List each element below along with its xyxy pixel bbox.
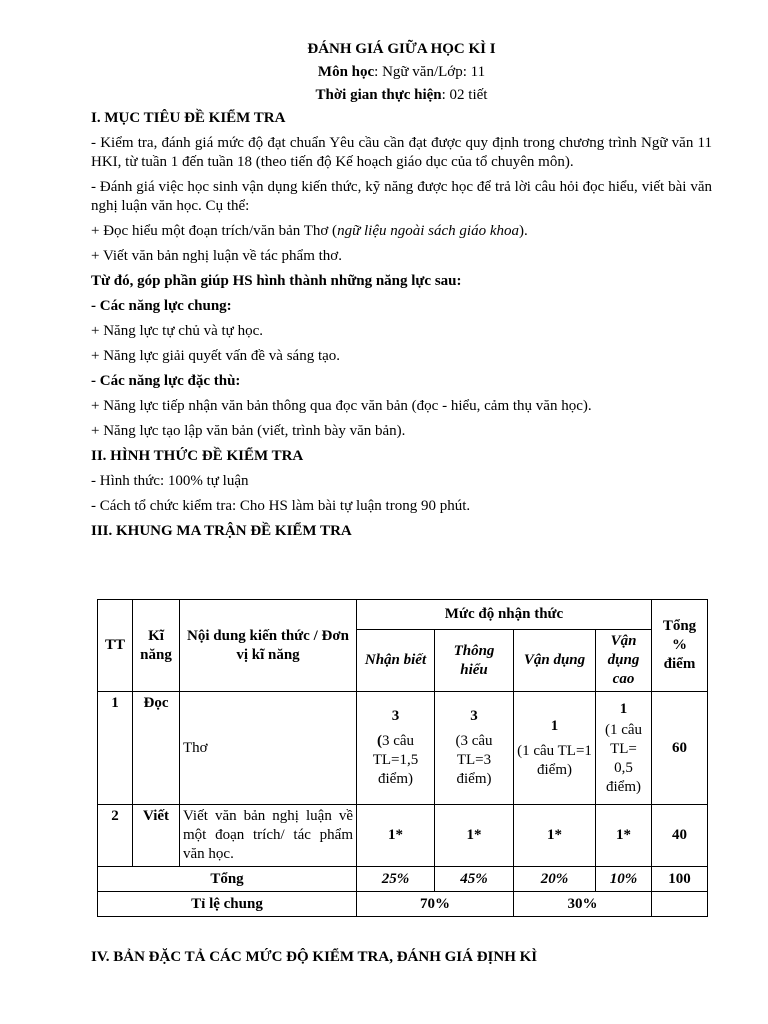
- row1-recognition-count: 3: [391, 708, 400, 724]
- total-high-application: 10%: [596, 867, 652, 892]
- reading-item-italic: ngữ liệu ngoài sách giáo khoa: [337, 223, 519, 239]
- row1-application-detail: (1 câu TL=1 điểm): [517, 742, 592, 778]
- table-row: [98, 805, 708, 867]
- ratio-lower-levels: 70%: [357, 892, 514, 917]
- section1-heading: I. MỤC TIÊU ĐỀ KIỂM TRA: [91, 110, 286, 126]
- specific-competency-heading: - Các năng lực đặc thù:: [91, 373, 241, 389]
- row2-skill: Viết: [133, 805, 180, 867]
- subject-label: Môn học: [317, 64, 375, 80]
- row1-high-application: [596, 692, 652, 805]
- total-understanding: 45%: [435, 867, 514, 892]
- row1-recognition-paren: (: [376, 733, 382, 749]
- header-tt: TT: [98, 600, 133, 692]
- header-content: Nội dung kiến thức / Đơn vị kĩ năng: [180, 600, 357, 692]
- row1-recognition-detail: [360, 732, 431, 789]
- general-competency-heading: - Các năng lực chung:: [91, 298, 232, 314]
- row1-total: 60: [652, 692, 708, 805]
- general-competency-item: + Năng lực giải quyết vấn đề và sáng tạo.: [91, 348, 341, 364]
- writing-item: + Viết văn bản nghị luận về tác phẩm thơ.: [91, 248, 342, 264]
- header-total: Tổng % điểm: [652, 600, 708, 692]
- row2-recognition: 1*: [357, 805, 435, 867]
- level-understanding: Thông hiểu: [435, 630, 514, 692]
- specific-competency-item: + Năng lực tiếp nhận văn bản thông qua đọc văn bản (đọc - hiểu, cảm thụ văn học).: [91, 398, 592, 414]
- row1-understanding-detail: (3 câu TL=3 điểm): [455, 733, 493, 787]
- test-matrix-table: [97, 599, 708, 917]
- reading-item-end: ).: [518, 223, 528, 239]
- row2-tt: 2: [98, 805, 133, 867]
- section1-paragraph-2: - Đánh giá việc học sinh vận dụng kiến thức, kỹ năng được học để trả lời câu hỏi đọc hiểu, viết bài văn nghị luận văn học. Cụ thể:: [91, 179, 712, 214]
- section4-heading: IV. BẢN ĐẶC TẢ CÁC MỨC ĐỘ KIỂM TRA, ĐÁNH GIÁ ĐỊNH KÌ: [91, 949, 538, 965]
- header-level: Mức độ nhận thức: [357, 600, 652, 630]
- organization-item: - Cách tổ chức kiểm tra: Cho HS làm bài tự luận trong 90 phút.: [91, 498, 471, 514]
- row1-tt: 1: [98, 692, 133, 805]
- row1-high-application-count: 1: [619, 700, 628, 717]
- form-item: - Hình thức: 100% tự luận: [91, 473, 249, 489]
- time-line: [91, 86, 712, 105]
- total-label: Tổng: [98, 867, 357, 892]
- reading-item-text: + Đọc hiểu một đoạn trích/văn bản Thơ (: [91, 223, 338, 239]
- row1-recognition: [357, 692, 435, 805]
- section3-heading: III. KHUNG MA TRẬN ĐỀ KIỂM TRA: [91, 523, 352, 539]
- row2-content: Viết văn bản nghị luận về một đoạn trích/ tác phẩm văn học.: [180, 805, 357, 867]
- row1-understanding: [435, 692, 514, 805]
- header-skill: Kĩ năng: [133, 600, 180, 692]
- time-label: Thời gian thực hiện: [315, 87, 442, 103]
- reading-item: [91, 222, 712, 241]
- total-recognition: 25%: [357, 867, 435, 892]
- total-application: 20%: [514, 867, 596, 892]
- row1-understanding-count: 3: [470, 708, 478, 724]
- ratio-label: Tỉ lệ chung: [98, 892, 357, 917]
- ratio-higher-levels: 30%: [514, 892, 652, 917]
- row1-application-count: 1: [550, 717, 559, 734]
- ratio-empty-cell: [652, 892, 708, 917]
- section2-heading: II. HÌNH THỨC ĐỀ KIỂM TRA: [91, 448, 304, 464]
- row2-total: 40: [652, 805, 708, 867]
- row2-application: 1*: [514, 805, 596, 867]
- level-recognition: Nhận biết: [357, 630, 435, 692]
- row1-high-application-detail: (1 câu TL= 0,5 điểm): [604, 721, 643, 795]
- document-title: ĐÁNH GIÁ GIỮA HỌC KÌ I: [307, 41, 496, 57]
- subject-value: : Ngữ văn/Lớp: 11: [374, 64, 486, 80]
- row1-skill: Đọc: [133, 692, 180, 805]
- row1-recognition-text: 3 câu TL=1,5 điểm): [372, 733, 419, 787]
- competency-intro: Từ đó, góp phần giúp HS hình thành những năng lực sau:: [91, 273, 462, 289]
- table-header-row: [98, 600, 708, 630]
- time-value: : 02 tiết: [441, 87, 488, 103]
- level-application: Vận dụng: [514, 630, 596, 692]
- section1-paragraph-1: - Kiểm tra, đánh giá mức độ đạt chuẩn Yêu cầu cần đạt được quy định trong chương trình Ngữ văn 11 HKI, từ tuần 1 đến tuần 18 (theo tiến độ Kế hoạch giáo dục của tổ chuyên môn).: [91, 135, 712, 170]
- total-sum: 100: [652, 867, 708, 892]
- table-total-row: [98, 867, 708, 892]
- general-competency-item: + Năng lực tự chủ và tự học.: [91, 323, 263, 339]
- specific-competency-item: + Năng lực tạo lập văn bản (viết, trình bày văn bản).: [91, 423, 406, 439]
- document-body: [91, 40, 712, 547]
- row2-understanding: 1*: [435, 805, 514, 867]
- level-high-application: Vận dụng cao: [596, 630, 652, 692]
- table-ratio-row: [98, 892, 708, 917]
- row1-content: Thơ: [180, 692, 357, 805]
- row1-application: [514, 692, 596, 805]
- table-row: [98, 692, 708, 805]
- subject-line: [91, 63, 712, 82]
- row2-high-application: 1*: [596, 805, 652, 867]
